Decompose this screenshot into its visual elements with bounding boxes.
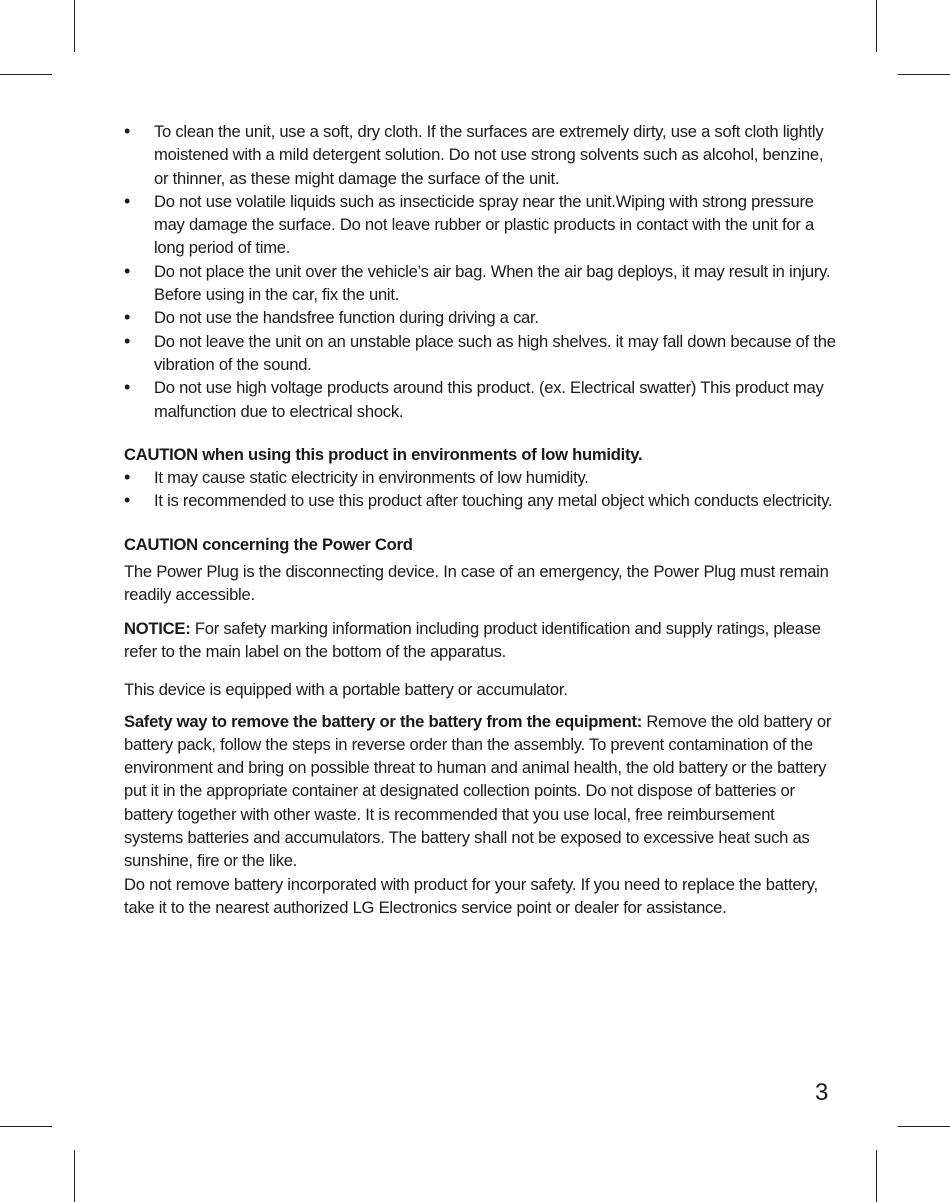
crop-mark-top-right-vertical	[876, 0, 877, 52]
cleaning-safety-list	[124, 120, 836, 423]
list-item-text: It may cause static electricity in environments of low humidity.	[154, 468, 589, 488]
battery-removal-paragraph	[124, 710, 836, 873]
crop-mark-top-right-horizontal	[898, 74, 950, 75]
humidity-caution-heading: CAUTION when using this product in environments of low humidity.	[124, 444, 643, 464]
page-number: 3	[815, 1079, 829, 1106]
crop-mark-bottom-left-vertical	[74, 1150, 75, 1202]
battery-replace-paragraph: Do not remove battery incorporated with product for your safety. If you need to replace the battery, take it to the nearest authorized LG Electronics service point or dealer for assistance.	[124, 874, 818, 917]
bullet-icon: •	[124, 190, 131, 211]
bullet-icon: •	[124, 377, 131, 398]
list-item-text: To clean the unit, use a soft, dry cloth. If the surfaces are extremely dirty, use a soft cloth lightly moistened with a mild detergent solution. Do not use strong solvents such as alcohol, benzine, or thinner, as these might damage the surface of the unit.	[154, 122, 824, 188]
list-item-text: It is recommended to use this product after touching any metal object which conducts electricity.	[154, 491, 833, 511]
bullet-icon: •	[124, 121, 131, 141]
bullet-icon: •	[124, 307, 131, 328]
list-item	[124, 260, 836, 307]
list-item	[124, 306, 836, 329]
bullet-icon: •	[124, 490, 131, 511]
list-item-text: Do not use the handsfree function during driving a car.	[154, 308, 539, 328]
notice-paragraph	[124, 617, 836, 664]
list-item	[124, 120, 836, 190]
list-item-text: Do not use high voltage products around this product. (ex. Electrical swatter) This product may malfunction due to electrical shock.	[154, 378, 824, 421]
crop-mark-bottom-right-vertical	[876, 1150, 877, 1202]
crop-mark-top-left-vertical	[74, 0, 75, 52]
notice-text: For safety marking information including product identification and supply ratings, please refer to the main label on the bottom of the apparatus.	[124, 618, 821, 661]
list-item-text: Do not place the unit over the vehicle’s air bag. When the air bag deploys, it may result in injury. Before using in the car, fix the unit.	[154, 261, 831, 305]
list-item-text: Do not use volatile liquids such as insecticide spray near the unit.Wiping with strong pressure may damage the surface. Do not leave rubber or plastic products in contact with the unit for a long period of time.	[154, 191, 814, 258]
list-item-text: Do not leave the unit on an unstable place such as high shelves. it may fall down because of the vibration of the sound.	[154, 331, 836, 374]
power-cord-paragraph: The Power Plug is the disconnecting device. In case of an emergency, the Power Plug must remain readily accessible.	[124, 562, 829, 605]
battery-removal-text: Remove the old battery or battery pack, follow the steps in reverse order than the assembly. To prevent contamination of the environment and bring on possible threat to human and animal health, the old battery or the battery put it in the appropriate container at designated collection points. Do not dispose of batteries or battery together with other waste. It is recommended that you use local, free reimbursement systems batteries and accumulators. The battery shall not be exposed to excessive heat such as sunshine, fire or the like.	[124, 711, 832, 871]
power-cord-caution-heading: CAUTION concerning the Power Cord	[124, 534, 413, 554]
bullet-icon: •	[124, 467, 131, 488]
crop-mark-bottom-right-horizontal	[898, 1126, 950, 1127]
battery-intro-paragraph: This device is equipped with a portable battery or accumulator.	[124, 680, 568, 700]
page-content	[124, 120, 836, 919]
list-item	[124, 376, 836, 423]
crop-mark-bottom-left-horizontal	[0, 1126, 52, 1127]
list-item	[124, 190, 836, 260]
crop-mark-top-left-horizontal	[0, 74, 52, 75]
bullet-icon: •	[124, 260, 131, 281]
battery-removal-label: Safety way to remove the battery or the battery from the equipment:	[124, 711, 643, 731]
humidity-caution-list	[124, 466, 836, 513]
list-item	[124, 330, 836, 377]
list-item	[124, 489, 836, 512]
list-item	[124, 466, 836, 489]
notice-label: NOTICE:	[124, 618, 191, 638]
bullet-icon: •	[124, 330, 131, 351]
